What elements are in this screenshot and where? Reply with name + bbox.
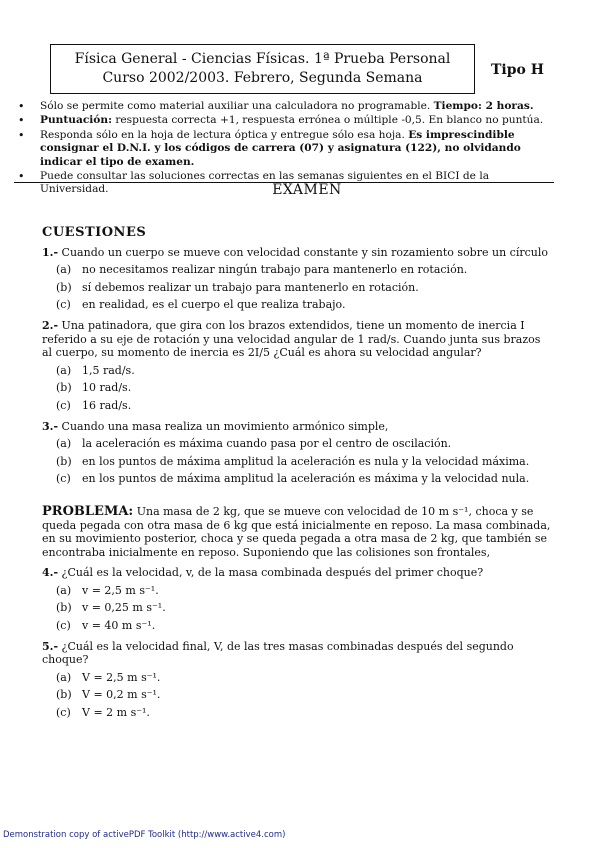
option-label: (a) <box>56 363 72 377</box>
option-label: (b) <box>56 280 72 294</box>
option-label: (c) <box>56 472 71 486</box>
header-title-line1: Física General - Ciencias Físicas. 1ª Prueba Personal <box>74 51 451 67</box>
option-text: 16 rad/s. <box>82 398 132 412</box>
question-text: Cuando un cuerpo se mueve con velocidad constante y sin rozamiento sobre un círculo <box>58 245 548 259</box>
exam-content <box>42 226 552 727</box>
option-text: v = 2,5 m s⁻¹. <box>82 583 159 597</box>
option-label: (c) <box>56 398 71 412</box>
answer-option <box>56 472 552 486</box>
answer-option <box>56 671 552 685</box>
question-5 <box>42 640 552 720</box>
question-3 <box>42 420 552 486</box>
answer-option <box>56 706 552 720</box>
instruction-item <box>14 100 554 113</box>
option-text: en realidad, es el cuerpo el que realiza trabajo. <box>82 298 346 312</box>
option-label: (a) <box>56 583 72 597</box>
option-label: (b) <box>56 601 72 615</box>
question-number: 2.- <box>42 318 59 332</box>
instruction-text: respuesta correcta +1, respuesta errónea o múltiple -0,5. En blanco no puntúa. <box>111 114 544 127</box>
problem-statement <box>42 505 552 559</box>
option-text: la aceleración es máxima cuando pasa por el centro de oscilación. <box>82 437 452 451</box>
option-label: (c) <box>56 619 71 633</box>
question-number: 4.- <box>42 566 59 580</box>
instruction-bold: Es imprescindible consignar el D.N.I. y los códigos de carrera (07) y asignatura (122), no olvidando indicar el tipo de examen. <box>40 128 521 168</box>
option-text: V = 2,5 m s⁻¹. <box>82 670 161 684</box>
question-1 <box>42 246 552 312</box>
instruction-item <box>14 114 554 127</box>
option-label: (b) <box>56 688 72 702</box>
answer-option <box>56 455 552 469</box>
answer-option <box>56 281 552 295</box>
header-title-line2: Curso 2002/2003. Febrero, Segunda Semana <box>102 70 423 86</box>
option-text: no necesitamos realizar ningún trabajo para mantenerlo en rotación. <box>82 263 468 277</box>
option-label: (b) <box>56 381 72 395</box>
watermark-footer: Demonstration copy of activePDF Toolkit (http://www.active4.com) <box>3 830 286 840</box>
exam-type-label: Tipo H <box>491 62 544 78</box>
option-text: en los puntos de máxima amplitud la aceleración es nula y la velocidad máxima. <box>82 454 530 468</box>
problem-title: PROBLEMA: <box>42 503 134 519</box>
question-2 <box>42 319 552 413</box>
option-label: (a) <box>56 670 72 684</box>
answer-option <box>56 601 552 615</box>
answer-option <box>56 263 552 277</box>
question-number: 5.- <box>42 639 59 653</box>
option-text: 10 rad/s. <box>82 381 132 395</box>
option-label: (b) <box>56 454 72 468</box>
question-4 <box>42 566 552 632</box>
option-text: 1,5 rad/s. <box>82 363 135 377</box>
problem-text: Una masa de 2 kg, que se mueve con velocidad de 10 m s⁻¹, choca y se queda pegada con otra masa de 6 kg que está inicialmente en reposo. La masa combinada, en su movimiento posterior, choca y se queda pegada a otra masa de 2 kg, que también se encontraba inicialmente en reposo. Suponiendo que las colisiones son frontales, <box>42 504 551 559</box>
option-label: (a) <box>56 437 72 451</box>
question-text: Una patinadora, que gira con los brazos extendidos, tiene un momento de inercia I referido a su eje de rotación y una velocidad angular de 1 rad/s. Cuando junta sus brazos al cuerpo, su momento de inercia es 2I/5 ¿Cuál es ahora su velocidad angular? <box>42 318 541 360</box>
exam-title: EXAMEN <box>272 182 342 198</box>
option-text: en los puntos de máxima amplitud la aceleración es máxima y la velocidad nula. <box>82 472 530 486</box>
option-text: sí debemos realizar un trabajo para mantenerlo en rotación. <box>82 280 419 294</box>
answer-option <box>56 399 552 413</box>
question-text: ¿Cuál es la velocidad, v, de la masa combinada después del primer choque? <box>58 566 484 580</box>
instruction-text: Responda sólo en la hoja de lectura óptica y entregue sólo esa hoja. <box>40 128 409 141</box>
option-text: v = 0,25 m s⁻¹. <box>82 601 166 615</box>
instruction-bold: Puntuación: <box>40 114 112 127</box>
question-text: Cuando una masa realiza un movimiento armónico simple, <box>58 419 389 433</box>
question-number: 3.- <box>42 419 59 433</box>
answer-option <box>56 381 552 395</box>
instruction-bold: Tiempo: 2 horas. <box>433 100 534 112</box>
cuestiones-title: CUESTIONES <box>42 225 147 240</box>
answer-option <box>56 364 552 378</box>
answer-option <box>56 298 552 312</box>
option-text: V = 2 m s⁻¹. <box>82 706 150 720</box>
option-label: (a) <box>56 263 72 277</box>
header-box <box>50 44 475 94</box>
question-number: 1.- <box>42 245 59 259</box>
instruction-item <box>14 129 554 169</box>
option-text: v = 40 m s⁻¹. <box>82 619 156 633</box>
answer-option <box>56 437 552 451</box>
option-label: (c) <box>56 706 71 720</box>
option-text: V = 0,2 m s⁻¹. <box>82 688 161 702</box>
answer-option <box>56 688 552 702</box>
answer-option <box>56 619 552 633</box>
answer-option <box>56 584 552 598</box>
instruction-text: Sólo se permite como material auxiliar una calculadora no programable. <box>40 100 434 112</box>
option-label: (c) <box>56 298 71 312</box>
instruction-text: Puede consultar las soluciones correctas en las semanas siguientes en el BICI de la Universidad. <box>40 170 490 196</box>
question-text: ¿Cuál es la velocidad final, V, de las tres masas combinadas después del segundo choque? <box>42 639 514 667</box>
